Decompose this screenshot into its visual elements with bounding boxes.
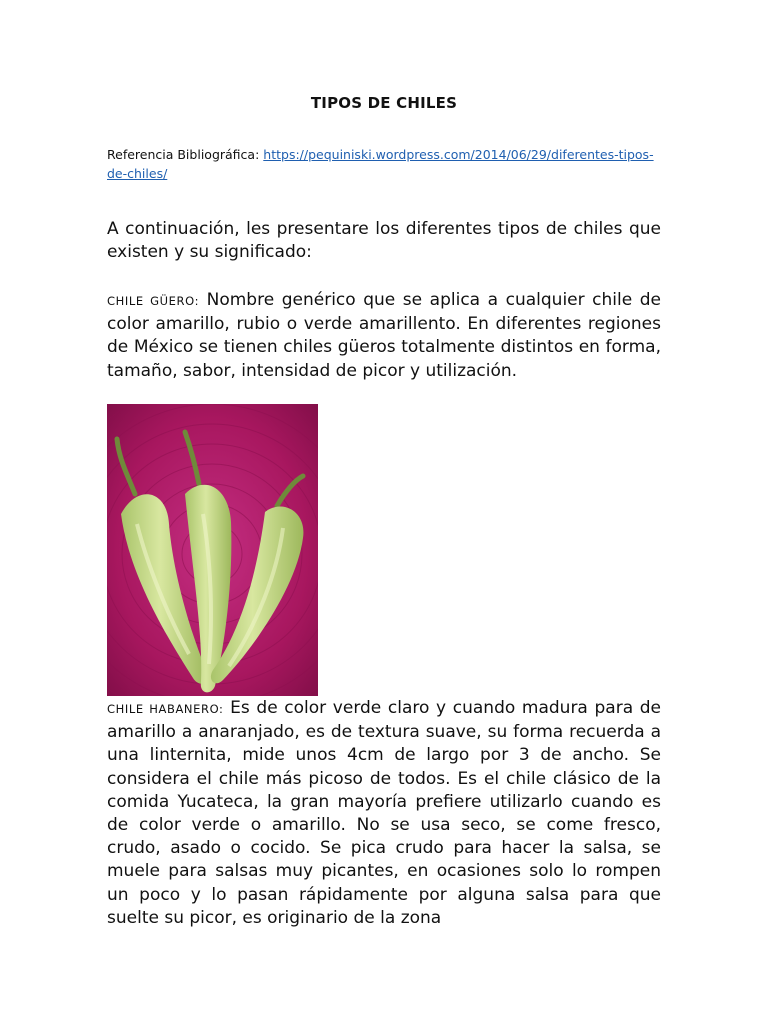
section-term: CHILE GÜERO: <box>107 294 200 308</box>
document-title: TIPOS DE CHILES <box>310 94 458 112</box>
section-chile-habanero <box>107 697 661 930</box>
chile-photo-illustration <box>107 404 318 696</box>
section-chile-guero <box>107 289 661 383</box>
chile-guero-photo <box>107 404 318 696</box>
reference-link[interactable]: https://pequiniski.wordpress.com/2014/06/29/diferentes-tipos-de-chiles/ <box>107 147 654 181</box>
section-term: CHILE HABANERO: <box>107 702 224 716</box>
section-text: Es de color verde claro y cuando madura para de amarillo a anaranjado, es de textura suave, su forma recuerda a una linternita, mide unos 4cm de largo por 3 de ancho. Se considera el chile más picoso de todos. Es el chile clásico de la comida Yucateca, la gran mayoría prefiere utilizarlo cuando es de color verde o amarillo. No se usa seco, se come fresco, crudo, asado o cocido. Se pica crudo para hacer la salsa, se muele para salsas muy picantes, en ocasiones solo lo rompen un poco y lo pasan rápidamente por alguna salsa para que suelte su picor, es originario de la zona <box>107 698 662 928</box>
bibliographic-reference <box>107 145 667 183</box>
intro-paragraph: A continuación, les presentare los diferentes tipos de chiles que existen y su significado: <box>107 219 661 263</box>
reference-label: Referencia Bibliográfica: <box>107 147 260 162</box>
section-text: Nombre genérico que se aplica a cualquier chile de color amarillo, rubio o verde amarillento. En diferentes regiones de México se tienen chiles güeros totalmente distintos en forma, tamaño, sabor, intensidad de picor y utilización. <box>107 290 661 381</box>
